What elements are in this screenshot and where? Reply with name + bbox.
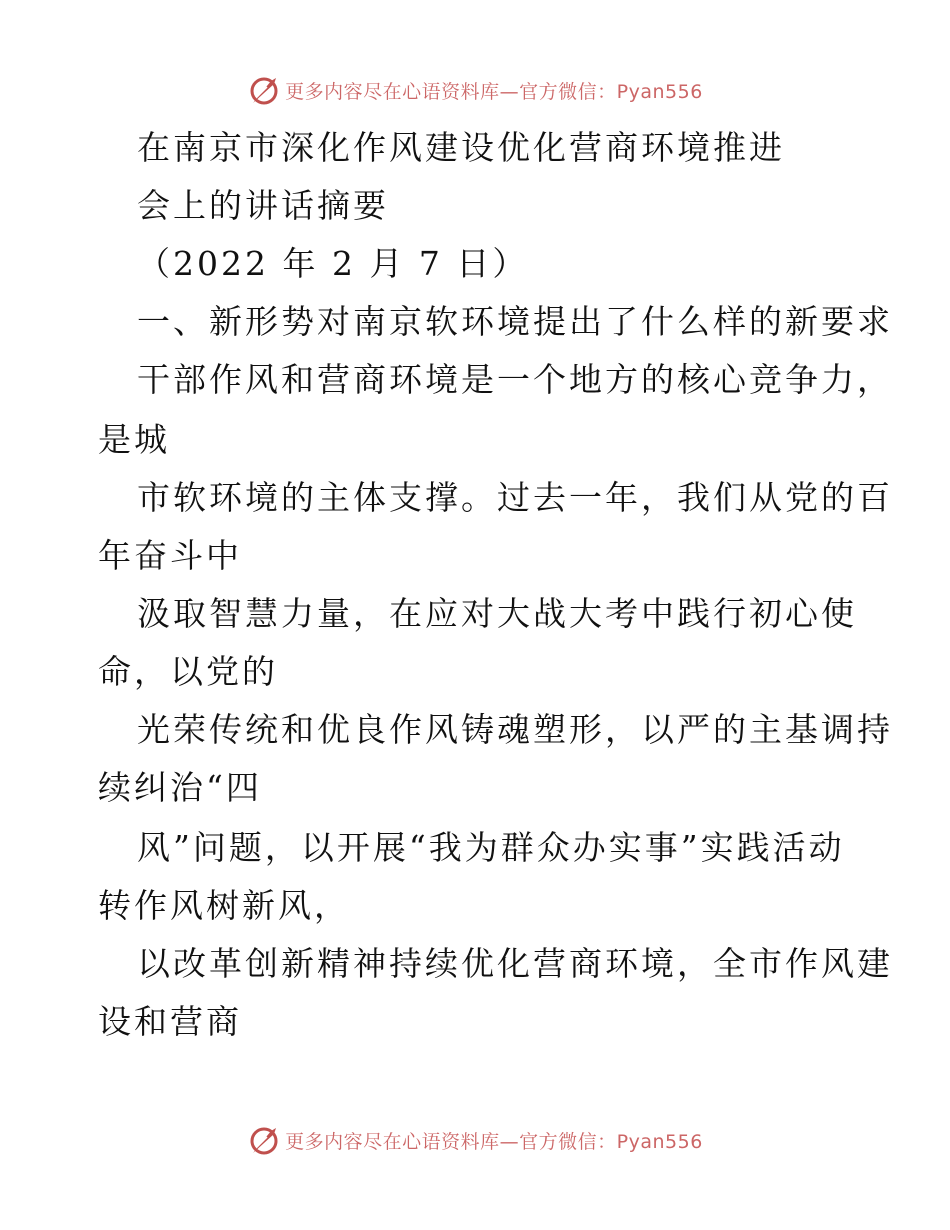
- document-date: （2022 年 2 月 7 日）: [137, 244, 529, 283]
- paragraph-line: 市软环境的主体支撑。过去一年，我们从党的百: [137, 478, 893, 517]
- document-title-line-2: 会上的讲话摘要: [137, 186, 389, 225]
- paragraph-line: 年奋斗中: [98, 536, 242, 575]
- paragraph-line: 续纠治“四: [98, 768, 262, 807]
- feather-pen-icon: [247, 73, 281, 107]
- paragraph-line: 汲取智慧力量，在应对大战大考中践行初心使: [137, 594, 857, 633]
- footer-watermark: [0, 1120, 950, 1160]
- paragraph-line: 风”问题，以开展“我为群众办实事”实践活动: [137, 828, 845, 867]
- paragraph-line: 转作风树新风，: [98, 886, 350, 925]
- document-title-line-1: 在南京市深化作风建设优化营商环境推进: [137, 128, 785, 167]
- paragraph-line: 命，以党的: [98, 652, 278, 691]
- paragraph-line: 光荣传统和优良作风铸魂塑形，以严的主基调持: [137, 710, 893, 749]
- paragraph-line: 干部作风和营商环境是一个地方的核心竞争力，: [137, 360, 893, 399]
- feather-pen-icon: [247, 1123, 281, 1157]
- paragraph-line: 设和营商: [98, 1002, 242, 1041]
- paragraph-line: 以改革创新精神持续优化营商环境，全市作风建: [137, 944, 893, 983]
- watermark-text: 更多内容尽在心语资料库—官方微信：Pyan556: [285, 1130, 703, 1153]
- section-heading: 一、新形势对南京软环境提出了什么样的新要求: [137, 302, 893, 341]
- header-watermark: [0, 70, 950, 110]
- watermark-text: 更多内容尽在心语资料库—官方微信：Pyan556: [285, 80, 703, 103]
- paragraph-line: 是城: [98, 420, 170, 459]
